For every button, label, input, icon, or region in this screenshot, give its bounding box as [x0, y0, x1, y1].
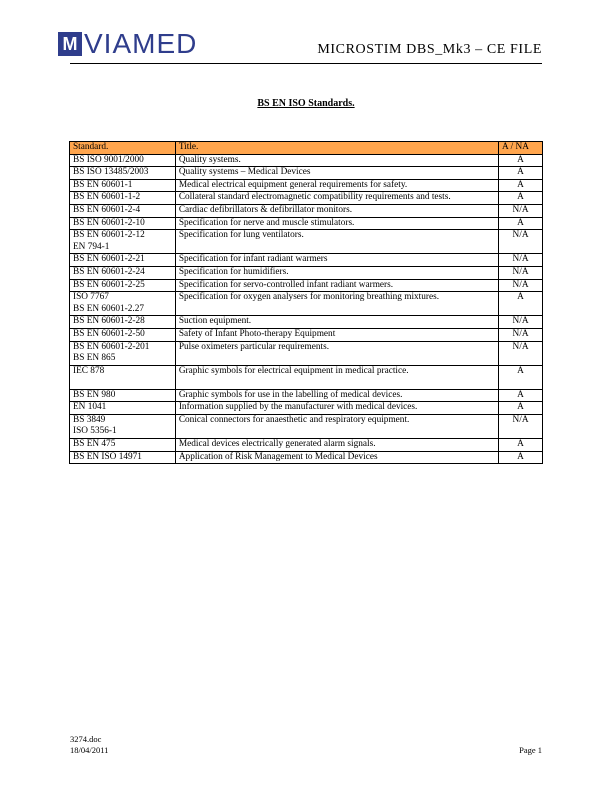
cell-title: Safety of Infant Photo-therapy Equipment: [175, 328, 498, 341]
cell-standard: BS EN 60601-2-25: [70, 279, 176, 292]
cell-status: N/A: [499, 341, 543, 365]
cell-standard: BS EN 60601-1: [70, 179, 176, 192]
cell-title: Specification for infant radiant warmers: [175, 254, 498, 267]
cell-status: A: [499, 179, 543, 192]
footer-page-number: Page 1: [519, 745, 542, 755]
viamed-logo: [58, 28, 198, 59]
cell-status: A: [499, 402, 543, 415]
cell-status: N/A: [499, 328, 543, 341]
table-row: [70, 192, 543, 205]
cell-status: A: [499, 192, 543, 205]
cell-standard: BS EN 60601-2-28: [70, 316, 176, 329]
cell-status: N/A: [499, 204, 543, 217]
cell-title: Quality systems – Medical Devices: [175, 167, 498, 180]
table-row: [70, 389, 543, 402]
footer-filename: 3274.doc: [70, 734, 102, 744]
cell-title: Pulse oximeters particular requirements.: [175, 341, 498, 365]
cell-standard: BS EN 60601-2-12 EN 794-1: [70, 230, 176, 254]
table-row: [70, 451, 543, 464]
cell-standard: BS EN ISO 14971: [70, 451, 176, 464]
cell-standard: BS EN 60601-1-2: [70, 192, 176, 205]
cell-title: Quality systems.: [175, 154, 498, 167]
table-row: [70, 179, 543, 192]
cell-title: Specification for lung ventilators.: [175, 230, 498, 254]
cell-title: Suction equipment.: [175, 316, 498, 329]
cell-title: Graphic symbols for use in the labelling of medical devices.: [175, 389, 498, 402]
cell-standard: BS EN 980: [70, 389, 176, 402]
table-row: [70, 365, 543, 389]
page-header: [70, 30, 542, 64]
cell-status: N/A: [499, 266, 543, 279]
cell-standard: BS EN 475: [70, 439, 176, 452]
cell-standard: BS EN 60601-2-10: [70, 217, 176, 230]
table-header-row: [70, 142, 543, 155]
column-header-title: Title.: [175, 142, 498, 155]
table-row: [70, 316, 543, 329]
cell-status: A: [499, 389, 543, 402]
cell-status: A: [499, 439, 543, 452]
table-row: [70, 439, 543, 452]
table-row: [70, 402, 543, 415]
cell-status: A: [499, 451, 543, 464]
cell-standard: BS 3849 ISO 5356-1: [70, 414, 176, 438]
table-row: [70, 328, 543, 341]
cell-status: A: [499, 167, 543, 180]
cell-status: A: [499, 292, 543, 316]
cell-standard: IEC 878: [70, 365, 176, 389]
cell-title: Specification for humidifiers.: [175, 266, 498, 279]
cell-title: Cardiac defibrillators & defibrillator monitors.: [175, 204, 498, 217]
cell-standard: BS EN 60601-2-24: [70, 266, 176, 279]
footer-left: [70, 734, 108, 756]
cell-standard: ISO 7767 BS EN 60601-2.27: [70, 292, 176, 316]
cell-standard: BS ISO 9001/2000: [70, 154, 176, 167]
logo-text: VIAMED: [84, 28, 198, 59]
section-heading: BS EN ISO Standards.: [257, 98, 355, 109]
cell-standard: BS EN 60601-2-4: [70, 204, 176, 217]
cell-title: Conical connectors for anaesthetic and respiratory equipment.: [175, 414, 498, 438]
table-row: [70, 230, 543, 254]
cell-standard: BS EN 60601-2-201 BS EN 865: [70, 341, 176, 365]
table-row: [70, 341, 543, 365]
table-row: [70, 279, 543, 292]
standards-table: [69, 141, 543, 464]
table-row: [70, 217, 543, 230]
cell-standard: BS ISO 13485/2003: [70, 167, 176, 180]
cell-title: Medical devices electrically generated alarm signals.: [175, 439, 498, 452]
table-row: [70, 254, 543, 267]
header-rule: [70, 63, 542, 64]
cell-title: Application of Risk Management to Medical Devices: [175, 451, 498, 464]
viamed-logo-mark-icon: [58, 32, 82, 56]
table-row: [70, 266, 543, 279]
column-header-status: A / NA: [499, 142, 543, 155]
cell-status: A: [499, 217, 543, 230]
table-row: [70, 167, 543, 180]
cell-title: Graphic symbols for electrical equipment in medical practice.: [175, 365, 498, 389]
table-row: [70, 204, 543, 217]
footer-date: 18/04/2011: [70, 745, 109, 755]
cell-title: Specification for oxygen analysers for monitoring breathing mixtures.: [175, 292, 498, 316]
cell-title: Collateral standard electromagnetic compatibility requirements and tests.: [175, 192, 498, 205]
cell-status: N/A: [499, 414, 543, 438]
cell-status: A: [499, 154, 543, 167]
table-row: [70, 292, 543, 316]
cell-title: Specification for nerve and muscle stimulators.: [175, 217, 498, 230]
cell-title: Information supplied by the manufacturer with medical devices.: [175, 402, 498, 415]
cell-status: N/A: [499, 316, 543, 329]
cell-standard: BS EN 60601-2-50: [70, 328, 176, 341]
cell-status: N/A: [499, 254, 543, 267]
cell-standard: BS EN 60601-2-21: [70, 254, 176, 267]
document-title: MICROSTIM DBS_Mk3 – CE FILE: [317, 42, 542, 57]
table-row: [70, 414, 543, 438]
cell-title: Specification for servo-controlled infant radiant warmers.: [175, 279, 498, 292]
column-header-standard: Standard.: [70, 142, 176, 155]
table-body: [70, 154, 543, 464]
cell-status: N/A: [499, 230, 543, 254]
table-row: [70, 154, 543, 167]
cell-title: Medical electrical equipment general requirements for safety.: [175, 179, 498, 192]
cell-standard: EN 1041: [70, 402, 176, 415]
cell-status: N/A: [499, 279, 543, 292]
cell-status: A: [499, 365, 543, 389]
